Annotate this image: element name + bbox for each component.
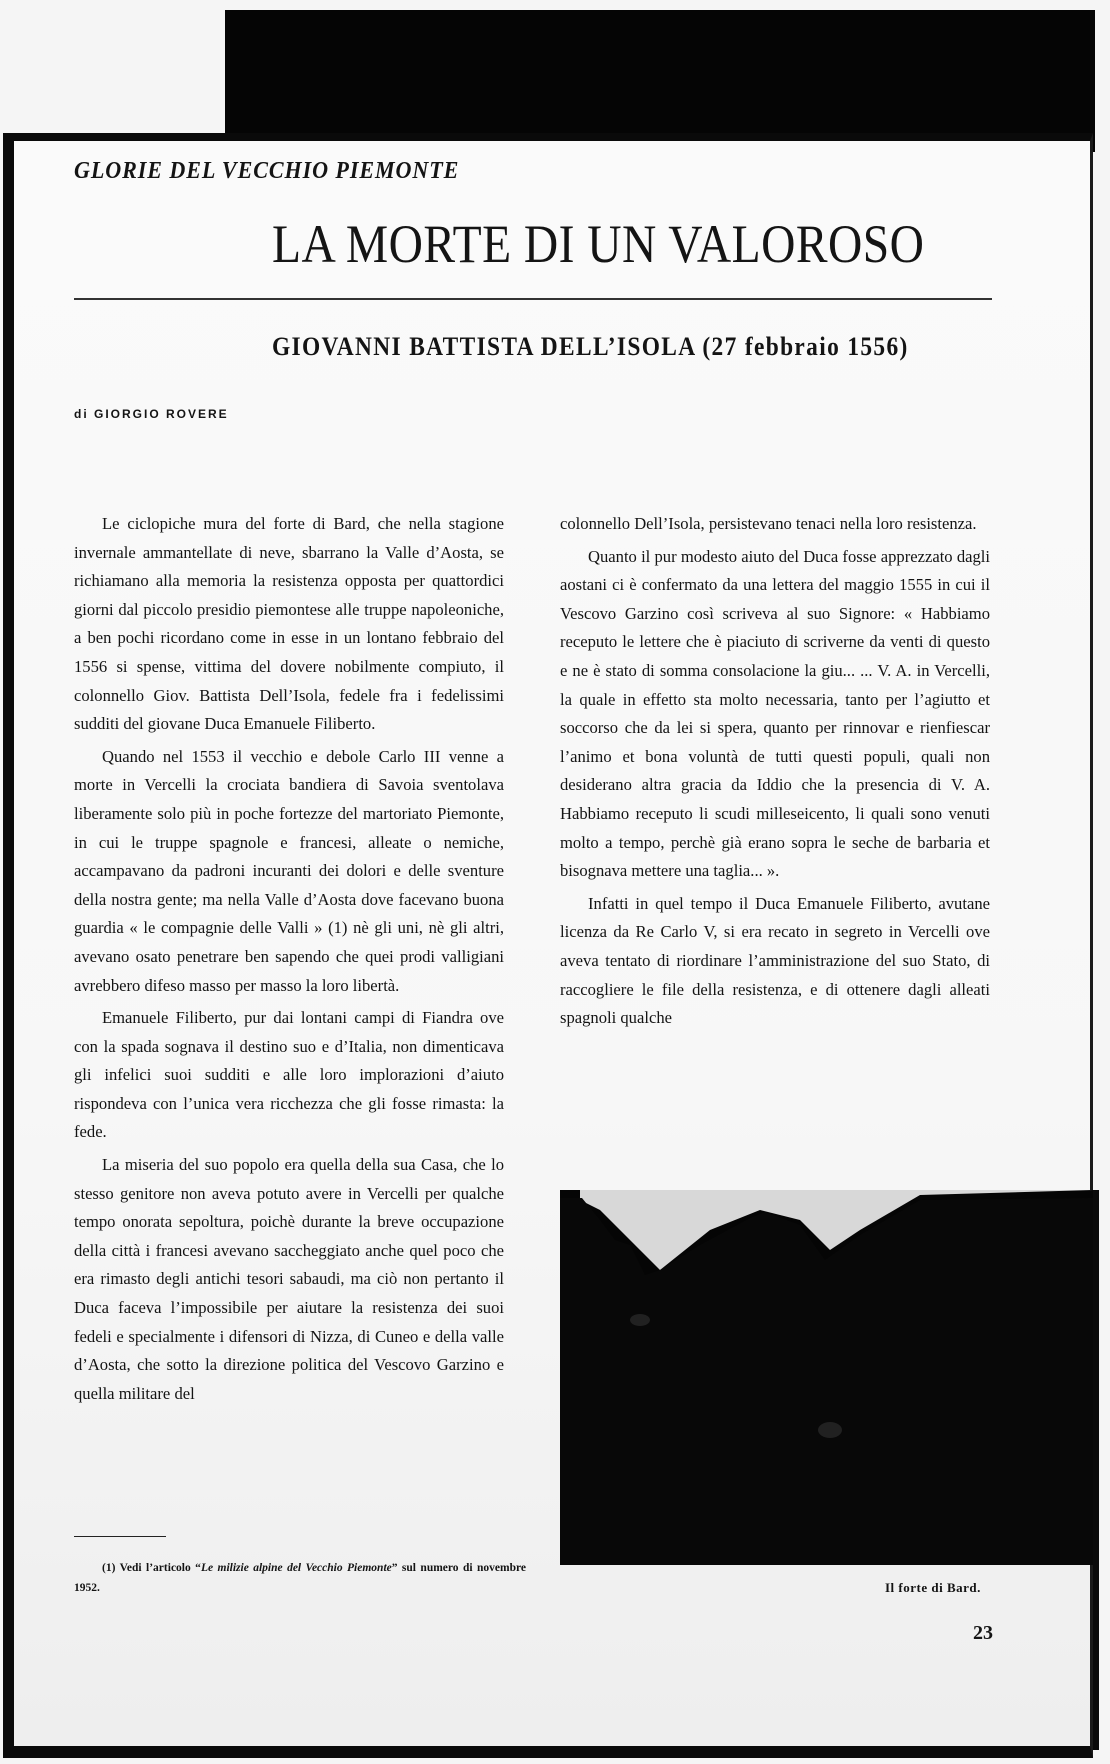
photo-forte-di-bard xyxy=(560,1190,1093,1565)
mountain-photo-icon xyxy=(560,1190,1093,1565)
right-column xyxy=(560,510,990,1037)
photo-caption: Il forte di Bard. xyxy=(885,1580,981,1595)
footnote-marker: (1) xyxy=(102,1562,116,1574)
page-edge-shadow xyxy=(1093,1190,1099,1750)
article-subtitle: GIOVANNI BATTISTA DELL’ISOLA (27 febbraio 1556) xyxy=(272,332,909,361)
paragraph: Quando nel 1553 il vecchio e debole Carlo III venne a morte in Vercelli la crociata bandiera di Savoia sventolava liberamente solo più in poche fortezze del martoriato Piemonte, in cui le truppe spagnole e francesi, alleate o nemiche, accampavano da padroni incuranti dei dolori e delle sventure della nostra gente; ma nella Valle d’Aosta dove facevano buona guardia « le compagnie delle Valli » (1) nè gli uni, nè gli altri, avevano osato penetrare ben sapendo che quei prodi valligiani avrebbero difeso masso per masso la loro libertà. xyxy=(74,746,504,995)
footnote xyxy=(74,1558,526,1598)
author-byline: di GIORGIO ROVERE xyxy=(74,407,229,421)
paragraph: La miseria del suo popolo era quella della sua Casa, che lo stesso genitore non aveva potuto avere in Vercelli per qualche tempo onorata sepoltura, poichè durante la breve occupazione della città i francesi avevano saccheggiato anche quel poco che era rimasto degli antichi tesori sabaudi, ma ciò non pertanto il Duca faceva l’impossibile per aiutare la resistenza dei suoi fedeli e specialmente i difensori di Nizza, di Cuneo e della valle d’Aosta, che sotto la direzione politica del Vescovo Garzino e quella militare del xyxy=(74,1155,504,1403)
footnote-article-title: Le milizie alpine del Vecchio Piemonte xyxy=(200,1562,392,1574)
title-rule xyxy=(74,298,992,300)
paragraph: Quanto il pur modesto aiuto del Duca fosse apprezzato dagli aostani ci è confermato da una lettera del maggio 1555 in cui il Vescovo Garzino così scriveva al suo Signore: « Habbiamo receputo le lettere che è piaciuto di scriverne da venti di questo e ne è stato di somma consolacione la giu... ... V. A. in Vercelli, la quale in effetto sta molto necessaria, tanto per l’agiutto et soccorso che da lei si spera, quanto per rinnovar e rienfiescar l’animo et bona voluntà de tutti questi populi, quali non desiderano altra gracia da Iddio che la presencia di V. A. Habbiamo receputo li scudi milleseicento, li quali sono venuti molto a tempo, perchè già erano sopra le seche de barbaria et bisognava mettere una taglia... ». xyxy=(560,546,990,881)
footnote-prefix: Vedi l’articolo “ xyxy=(119,1562,201,1574)
series-heading: GLORIE DEL VECCHIO PIEMONTE xyxy=(74,158,460,184)
paragraph: Le ciclopiche mura del forte di Bard, che nella stagione invernale ammantellate di neve, sbarrano la Valle d’Aosta, se richiamano alla memoria la resistenza opposta per quattordici giorni dal piccolo presidio piemontese alle truppe napoleoniche, a ben pochi ricordano come in esse in un lontano febbraio del 1556 si spense, vittima del dovere nobilmente compiuto, il colonnello Giov. Battista Dell’Isola, fedele fra i fedelissimi sudditi del giovane Duca Emanuele Filiberto. xyxy=(74,514,504,734)
paragraph: Emanuele Filiberto, pur dai lontani campi di Fiandra ove con la spada sognava il destino suo e d’Italia, non dimenticava gli infelici suoi sudditi e alle loro implorazioni d’aiuto rispondeva con l’unica vera ricchezza che gli fosse rimasta: la fede. xyxy=(74,1008,504,1142)
paragraph: colonnello Dell’Isola, persistevano tenaci nella loro resistenza. xyxy=(560,514,977,533)
page-number: 23 xyxy=(973,1622,993,1644)
article-title: LA MORTE DI UN VALOROSO xyxy=(272,214,925,274)
paragraph: Infatti in quel tempo il Duca Emanuele Filiberto, avutane licenza da Re Carlo V, si era recato in segreto in Vercelli ove aveva tentato di riordinare l’amministrazione del suo Stato, di raccogliere le file della resistenza, e di ottenere dagli alleati spagnoli qualche xyxy=(560,893,990,1028)
left-column xyxy=(74,510,504,1412)
black-header-block xyxy=(225,10,1095,152)
footnote-suffix: ” sul numero di novembre 1952. xyxy=(74,1562,526,1594)
footnote-rule xyxy=(74,1536,166,1537)
